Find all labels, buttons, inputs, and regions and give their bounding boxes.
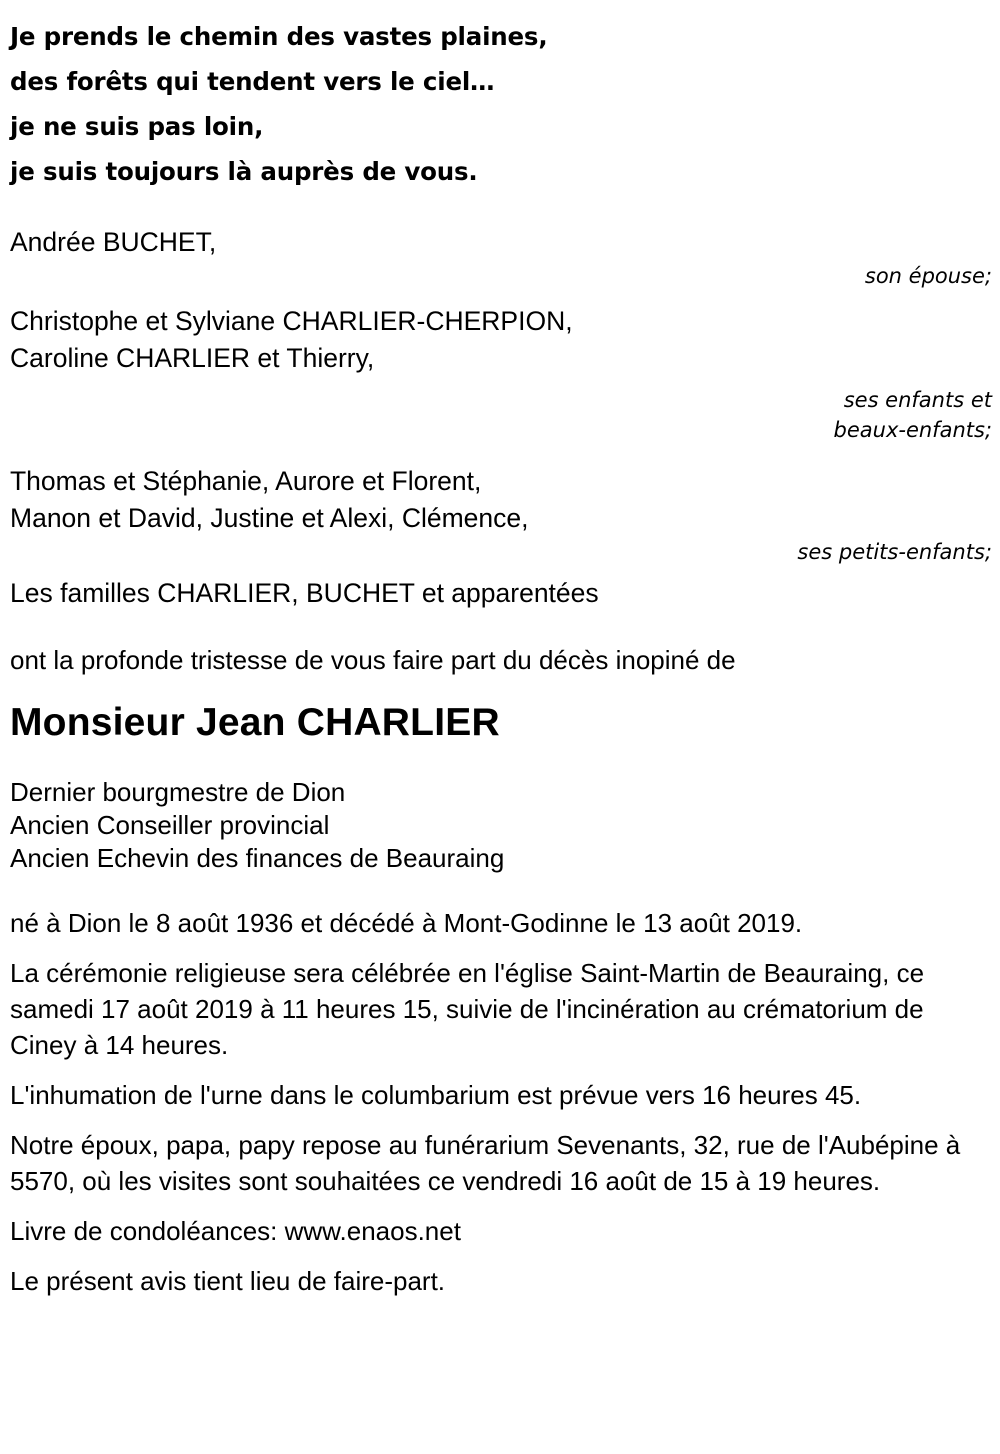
deceased-name: Monsieur Jean CHARLIER (10, 701, 500, 744)
relation-label: ses petits-enfants; (797, 540, 992, 564)
family-group-grandchildren (10, 463, 992, 567)
inhumation-paragraph: L'inhumation de l'urne dans le columbarium est prévue vers 16 heures 45. (10, 1080, 862, 1110)
announcement-intro: ont la profonde tristesse de vous faire part du décès inopiné de (10, 645, 736, 675)
family-names: Andrée BUCHET, (10, 227, 217, 257)
family-names: Caroline CHARLIER et Thierry, (10, 343, 375, 373)
family-group-children (10, 303, 992, 445)
visitation-paragraph: Notre époux, papa, papy repose au funérarium Sevenants, 32, rue de l'Aubépine à 5570, où les visites sont souhaitées ce vendredi 16 août de 15 à 19 heures. (10, 1130, 961, 1196)
birth-death-line: né à Dion le 8 août 1936 et décédé à Mont-Godinne le 13 août 2019. (10, 908, 803, 938)
title-line: Ancien Conseiller provincial (10, 810, 330, 840)
family-group-spouse (10, 224, 992, 291)
poem-line: je ne suis pas loin, (10, 112, 264, 141)
relation-label: son épouse; (864, 264, 992, 288)
poem-line: je suis toujours là auprès de vous. (10, 157, 478, 186)
relation-label: beaux-enfants; (833, 418, 992, 442)
memorial-poem (10, 0, 992, 194)
condolences-line: Livre de condoléances: www.enaos.net (10, 1216, 461, 1246)
family-names: Christophe et Sylviane CHARLIER-CHERPION, (10, 306, 573, 336)
ceremony-details (10, 905, 992, 1299)
family-group-extended (10, 575, 992, 612)
family-names: Les familles CHARLIER, BUCHET et apparentées (10, 578, 599, 608)
ceremony-paragraph: La cérémonie religieuse sera célébrée en l'église Saint-Martin de Beauraing, ce samedi 17 août 2019 à 11 heures 15, suivie de l'incinération au crématorium de Ciney à 14 heures. (10, 958, 925, 1060)
title-line: Dernier bourgmestre de Dion (10, 777, 346, 807)
title-line: Ancien Echevin des finances de Beauraing (10, 843, 505, 873)
poem-line: des forêts qui tendent vers le ciel… (10, 67, 495, 96)
deceased-titles (10, 776, 992, 875)
family-names: Thomas et Stéphanie, Aurore et Florent, (10, 466, 482, 496)
poem-line: Je prends le chemin des vastes plaines, (10, 22, 548, 51)
relation-label: ses enfants et (843, 388, 992, 412)
family-names: Manon et David, Justine et Alexi, Clémence, (10, 503, 529, 533)
faire-part-notice: Le présent avis tient lieu de faire-part. (10, 1266, 446, 1296)
